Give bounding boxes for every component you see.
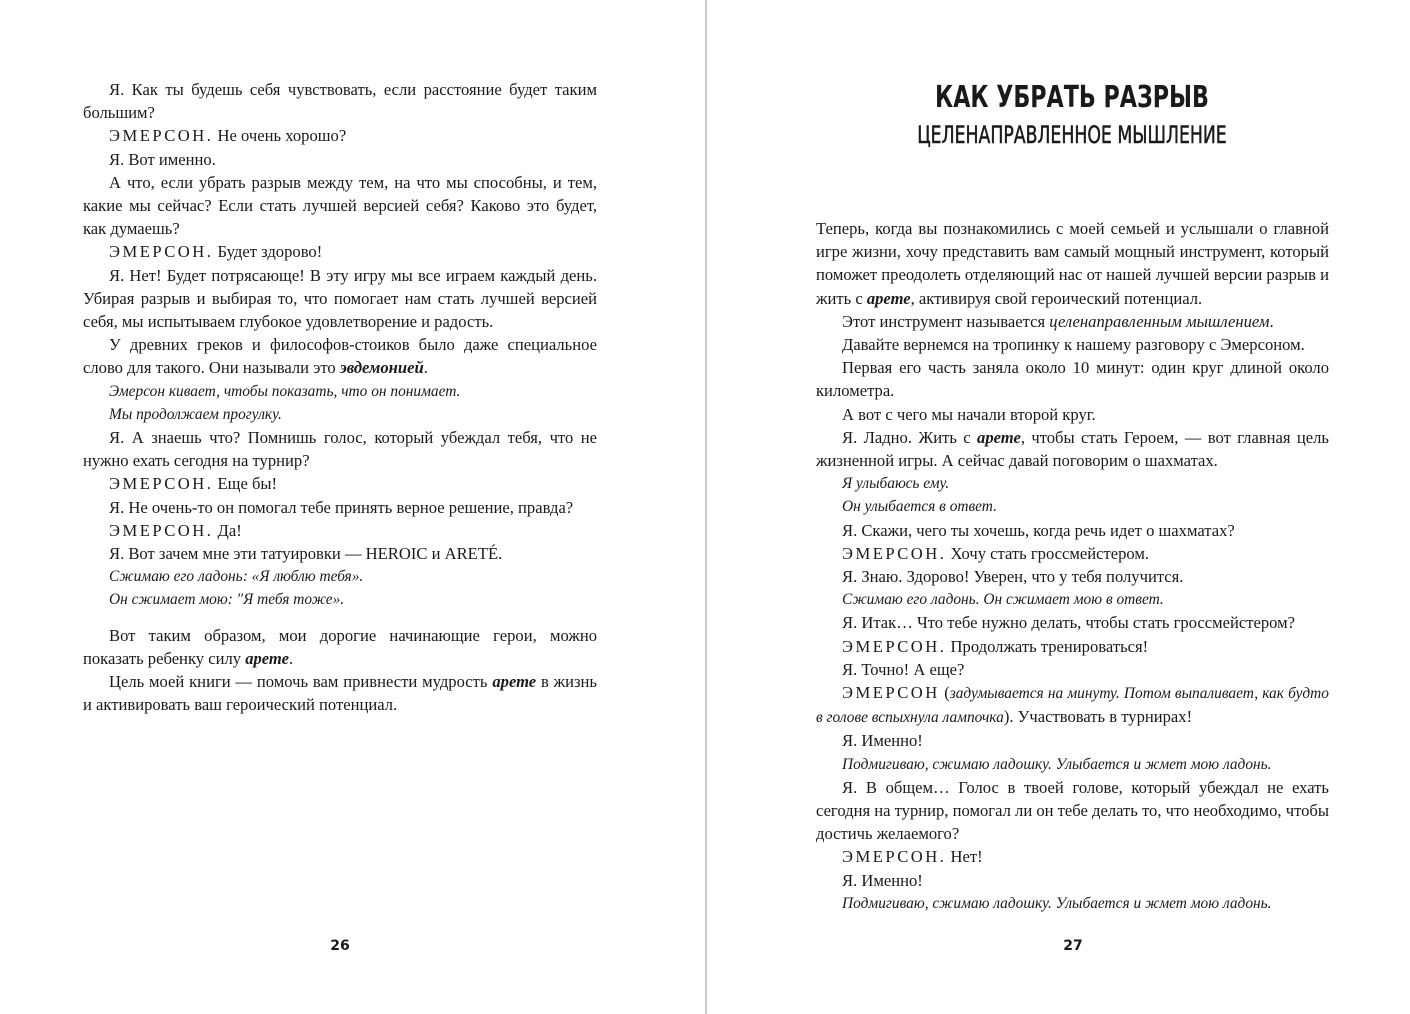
paragraph: Я. Именно! [842, 870, 923, 890]
paragraph: Я. Как ты будешь себя чувствовать, если расстояние будет таким большим? [83, 80, 597, 123]
paragraph: Я. Знаю. Здорово! Уверен, что у тебя получится. [842, 567, 1184, 587]
paragraph: Я. Вот именно. [109, 149, 216, 169]
paragraph: Теперь, когда вы познакомились с моей семьей и услышали о главной игре жизни, хочу представить вам самый мощный инструмент, который поможет преодолеть отделяющий нас от нашей лучшей версии разрыв и жить с арете, активируя свой героический потенциал. [816, 219, 1329, 308]
paragraph: Цель моей книги — помочь вам привнести мудрость арете в жизнь и активировать ваш героический потенциал. [83, 672, 598, 715]
paragraph: Я. Именно! [842, 731, 923, 751]
paragraph: ЭМЕРСОН. Хочу стать гроссмейстером. [842, 543, 1150, 563]
stage-direction: Подмигиваю, сжимаю ладошку. Улыбается и жмет мою ладонь. [842, 894, 1272, 912]
paragraph: ЭМЕРСОН. Продолжать тренироваться! [842, 636, 1149, 656]
paragraph: У древних греков и философов-стоиков было даже специальное слово для такого. Они называли это эвдемонией. [83, 335, 597, 378]
left-page-text [83, 78, 597, 716]
paragraph: Я. Вот зачем мне эти татуировки — HEROIC и ARETÉ. [109, 544, 503, 564]
chapter-subtitle: ЦЕЛЕНАПРАВЛЕННОЕ МЫШЛЕНИЕ [917, 121, 1227, 149]
paragraph: ЭМЕРСОН. Не очень хорошо? [109, 126, 347, 146]
paragraph: Я. А знаешь что? Помнишь голос, который убеждал тебя, что не нужно ехать сегодня на турнир? [83, 428, 597, 471]
stage-direction: Он улыбается в ответ. [842, 498, 997, 516]
right-page [707, 0, 1410, 1014]
right-page-text [816, 217, 1329, 915]
paragraph: Я. Точно! А еще? [842, 659, 965, 679]
paragraph: Вот таким образом, мои дорогие начинающие герои, можно показать ребенку силу арете. [83, 625, 597, 668]
paragraph: Я. Итак… Что тебе нужно делать, чтобы стать гроссмейстером? [842, 613, 1296, 633]
stage-direction: Он сжимает мою: "Я тебя тоже». [109, 591, 345, 609]
chapter-title: КАК УБРАТЬ РАЗРЫВ [935, 80, 1209, 115]
page-number: 27 [1063, 938, 1083, 954]
paragraph: Я. В общем… Голос в твоей голове, который убеждал не ехать сегодня на турнир, помогал ли он тебе делать то, что необходимо, чтобы достичь желаемого? [816, 777, 1329, 844]
paragraph: А вот с чего мы начали второй круг. [842, 404, 1096, 424]
paragraph: ЭМЕРСОН. Нет! [842, 847, 983, 867]
paragraph: ЭМЕРСОН. Еще бы! [109, 474, 278, 494]
stage-direction: Сжимаю его ладонь. Он сжимает мою в ответ. [842, 591, 1164, 609]
stage-direction: Подмигиваю, сжимаю ладошку. Улыбается и жмет мою ладонь. [842, 755, 1272, 773]
paragraph: Я. Нет! Будет потрясающе! В эту игру мы все играем каждый день. Убирая разрыв и выбирая то, что помогает нам стать лучшей версией себя, мы испытываем глубокое удовлетворение и радость. [83, 265, 597, 332]
paragraph: Я. Не очень-то он помогал тебе принять верное решение, правда? [109, 497, 574, 517]
paragraph: Я. Ладно. Жить с арете, чтобы стать Героем, — вот главная цель жизненной игры. А сейчас давай поговорим о шахматах. [816, 427, 1329, 471]
paragraph: ЭМЕРСОН. Будет здорово! [109, 242, 323, 262]
paragraph: ЭМЕРСОН. Да! [109, 520, 242, 540]
paragraph: А что, если убрать разрыв между тем, на что мы способны, и тем, какие мы сейчас? Если стать лучшей версией себя? Каково это будет, как думаешь? [83, 172, 597, 239]
paragraph: Давайте вернемся на тропинку к нашему разговору с Эмерсоном. [842, 335, 1305, 355]
paragraph: Я. Скажи, чего ты хочешь, когда речь идет о шахматах? [842, 520, 1235, 540]
stage-direction: Мы продолжаем прогулку. [109, 405, 282, 423]
page-number: 26 [330, 938, 350, 954]
paragraph: ЭМЕРСОН (задумывается на минуту. Потом выпаливает, как будто в голове вспыхнула лампочка). Участвовать в турнирах! [816, 683, 1329, 727]
paragraph: Этот инструмент называется целенаправленным мышлением. [842, 311, 1274, 331]
stage-direction: Я улыбаюсь ему. [842, 475, 950, 493]
stage-direction: Сжимаю его ладонь: «Я люблю тебя». [109, 568, 364, 586]
stage-direction: Эмерсон кивает, чтобы показать, что он понимает. [109, 382, 461, 400]
paragraph: Первая его часть заняла около 10 минут: один круг длиной около километра. [816, 358, 1329, 401]
